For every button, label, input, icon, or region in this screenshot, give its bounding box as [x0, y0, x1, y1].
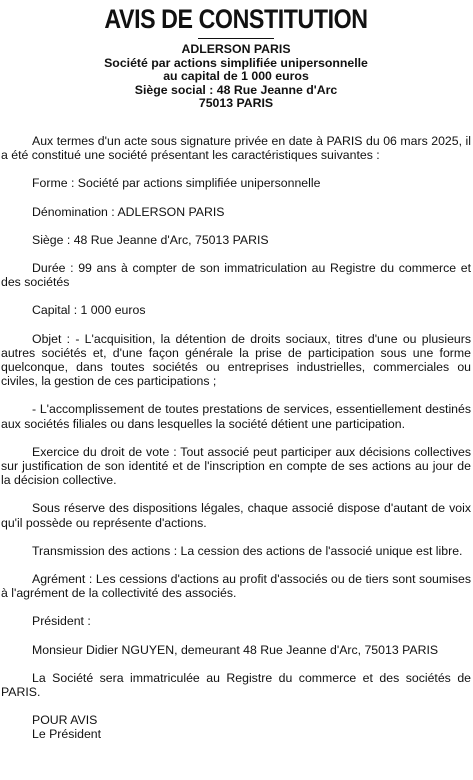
reserve-paragraph: Sous réserve des dispositions légales, chaque associé dispose d'autant de voix qu'il possède ou représente d'actions.	[1, 501, 471, 530]
signature-line-1: POUR AVIS	[32, 713, 98, 728]
transmission-paragraph: Transmission des actions : La cession des actions de l'associé unique est libre.	[32, 543, 463, 558]
signature-line-2: Le Président	[32, 727, 102, 742]
company-name: ADLERSON PARIS	[181, 42, 291, 56]
siege-paragraph: Siège : 48 Rue Jeanne d'Arc, 75013 PARIS	[32, 232, 269, 247]
notice-title: AVIS DE CONSTITUTION	[104, 4, 368, 34]
legal-notice	[0, 4, 473, 780]
agrement-paragraph: Agrément : Les cessions d'actions au profit d'associés ou de tiers sont soumises à l'agrément de la collectivité des associés.	[1, 572, 471, 601]
company-form: Société par actions simplifiée unipersonnelle	[104, 55, 368, 70]
duree-paragraph: Durée : 99 ans à compter de son immatriculation au Registre du commerce et des sociétés	[1, 260, 471, 290]
intro-paragraph: Aux termes d'un acte sous signature privée en date à PARIS du 06 mars 2025, il a été constitué une société présentant les caractéristiques suivantes :	[1, 133, 471, 163]
president-label: Président :	[32, 614, 91, 629]
vote-paragraph: Exercice du droit de vote : Tout associé peut participer aux décisions collectives sur justification de son identité et de l'inscription en compte de ses actions au jour de la décision collective.	[1, 444, 471, 488]
title-divider	[198, 38, 274, 39]
objet-continued-paragraph: - L'accomplissement de toutes prestations de services, essentiellement destinés aux sociétés filiales ou dans lesquelles la société détient une participation.	[1, 402, 471, 431]
immatriculation-paragraph: La Société sera immatriculée au Registre du commerce et des sociétés de PARIS.	[1, 670, 471, 700]
company-city: 75013 PARIS	[198, 96, 274, 111]
denomination-paragraph: Dénomination : ADLERSON PARIS	[32, 204, 225, 219]
forme-paragraph: Forme : Société par actions simplifiée unipersonnelle	[32, 176, 321, 191]
capital-paragraph: Capital : 1 000 euros	[32, 303, 146, 318]
company-header	[1, 43, 471, 111]
company-seat: Siège social : 48 Rue Jeanne d'Arc	[134, 82, 338, 97]
signature-block	[1, 713, 471, 741]
company-capital: au capital de 1 000 euros	[163, 69, 309, 84]
notice-body	[1, 134, 471, 699]
president-name: Monsieur Didier NGUYEN, demeurant 48 Rue Jeanne d'Arc, 75013 PARIS	[32, 642, 439, 657]
objet-paragraph: Objet : - L'acquisition, la détention de droits sociaux, titres d'une ou plusieurs autres sociétés et, d'une façon générale la prise de participation sous une forme quelconque, dans toutes sociétés ou entreprises industrielles, commerciales ou civiles, la gestion de ces participations ;	[1, 331, 471, 389]
